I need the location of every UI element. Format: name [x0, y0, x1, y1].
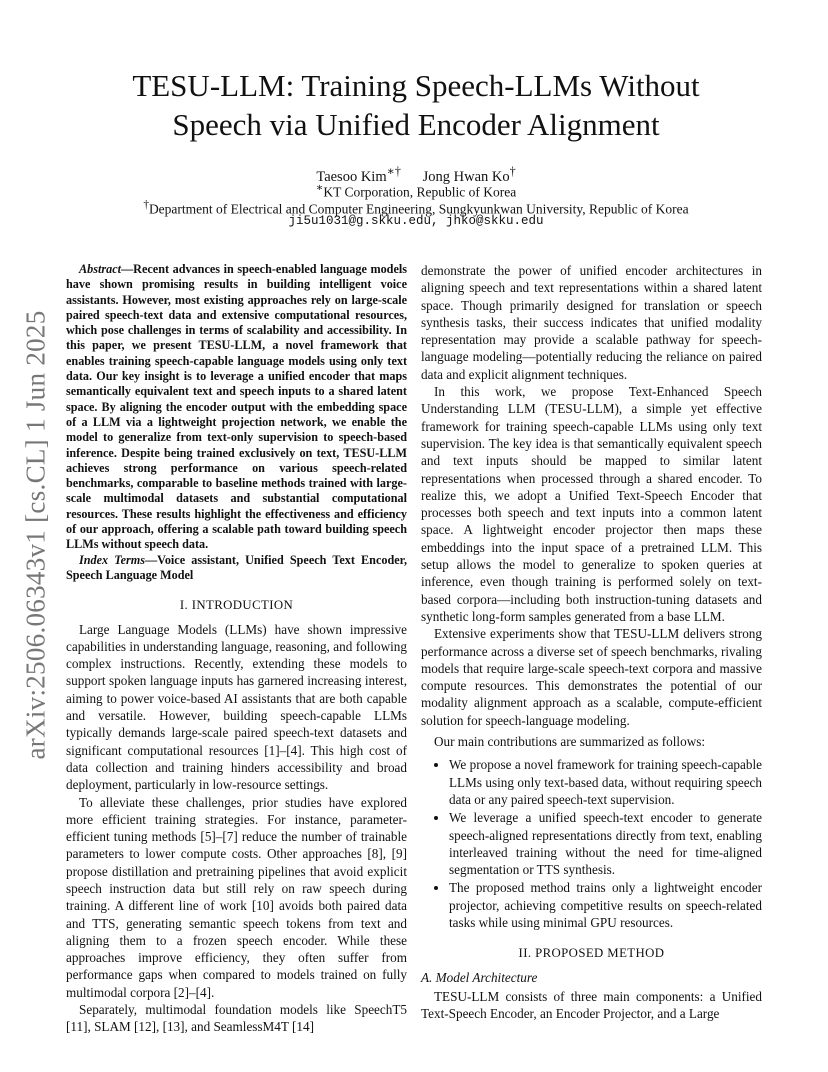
title-line-1: TESU-LLM: Training Speech-LLMs Without: [132, 68, 700, 103]
list-item: • We leverage a unified speech-text encoder to generate speech-aligned representations directly from text, enabling interleaved training without the need for time-aligned segmentation or TTS synthesis.: [449, 809, 762, 878]
arxiv-identifier: arXiv:2506.06343v1 [cs.CL] 1 Jun 2025: [20, 310, 51, 760]
list-item: • The proposed method trains only a lightweight encoder projector, achieving competitive results on speech-related tasks while using minimal GPU resources.: [449, 879, 762, 931]
intro-paragraph-4: In this work, we propose Text-Enhanced Speech Understanding LLM (TESU-LLM), a simple yet effective framework for training speech-capable LLMs using only text supervision. The key idea is that semantically equivalent speech and text inputs should be mapped to similar latent representations when processed through a shared encoder. To realize this, we adopt a Unified Text-Speech Encoder that processes both speech and text inputs into a common latent space. A lightweight encoder projector then maps these embeddings into the input space of a pretrained LLM. This setup allows the model to generalize to spoken queries at inference, even though training is performed solely on text-based corpora—including both instruction-tuning datasets and synthetic long-form samples generated from a base LLM.: [421, 384, 762, 624]
index-terms-label: Index Terms: [79, 552, 145, 567]
intro-paragraph-5: Extensive experiments show that TESU-LLM delivers strong performance across a diverse set of speech benchmarks, rivaling models that require large-scale speech-text corpora and massive compute resources. This demonstrates the potential of our modality alignment approach as a scalable, compute-efficient solution for speech-language modeling.: [421, 626, 762, 728]
affiliation-2: †Department of Electrical and Computer Engineering, Sungkyunkwan University, Republic of Korea: [143, 199, 689, 217]
abstract: [66, 262, 407, 553]
section-heading-proposed-method: II. PROPOSED METHOD: [518, 946, 665, 961]
author-emails: ji5u1031@g.skku.edu, jhko@skku.edu: [288, 214, 544, 228]
abstract-text: —Recent advances in speech-enabled language models have shown promising results in building intelligent voice assistants. However, most existing approaches rely on large-scale paired speech-text data and extensive computational resources, which pose challenges in terms of scalability and accessibility. In this paper, we present TESU-LLM, a novel framework that enables training speech-capable language models using only text data. Our key insight is to leverage a unified encoder that maps semantically equivalent text and speech inputs to a shared latent space. By aligning the encoder output with the embedding space of a LLM via a lightweight projection network, we enable the model to generalize from text-only supervision to speech-based inference. Despite being trained exclusively on text, TESU-LLM achieves strong performance on various speech-related benchmarks, comparable to baseline methods trained with large-scale multimodal datasets and substantial computational resources. These results highlight the effectiveness and efficiency of our approach, offering a scalable path toward building speech LLMs without speech data.: [66, 262, 407, 552]
arxiv-sidebar-stamp: [18, 310, 54, 760]
paper-title: [66, 66, 766, 144]
abstract-label: Abstract: [79, 262, 121, 276]
method-paragraph-1: TESU-LLM consists of three main components: a Unified Text-Speech Encoder, an Encoder Projector, and a Large: [421, 988, 762, 1022]
intro-paragraph-1: Large Language Models (LLMs) have shown impressive capabilities in understanding language, reasoning, and following complex instructions. Recently, extending these models to support spoken language inputs has garnered increasing interest, aiming to power voice-based AI assistants that are both capable and versatile. However, building speech-capable LLMs typically demands large-scale paired speech-text datasets and significant computational resources [1]–[4]. This high cost of data collection and training hinders accessibility and broad deployment, particularly in low-resource settings.: [66, 621, 407, 793]
title-line-2: Speech via Unified Encoder Alignment: [172, 107, 660, 142]
affiliation-1: ∗KT Corporation, Republic of Korea: [315, 182, 517, 200]
list-item: • We propose a novel framework for training speech-capable LLMs using only text-based data, without requiring speech data or any paired speech-text supervision.: [449, 756, 762, 808]
section-heading-introduction: I. INTRODUCTION: [179, 598, 294, 613]
subsection-heading-model-architecture: A. Model Architecture: [421, 969, 538, 985]
index-terms-text: —Voice assistant, Unified Speech Text Encoder, Speech Language Model: [66, 552, 407, 582]
author-1-mark: ∗†: [386, 164, 401, 178]
author-1: Taesoo Kim: [316, 168, 387, 185]
intro-paragraph-3-continued: demonstrate the power of unified encoder architectures in aligning speech and text representations within a shared latent space. Though primarily designed for translation or speech synthesis tasks, their success indicates that unified modality representation may provide a scalable pathway for speech-language modeling—potentially reducing the reliance on paired data and explicit alignment techniques.: [421, 263, 762, 382]
contributions-list: [421, 756, 762, 931]
left-column: [66, 262, 407, 1036]
right-column: [421, 262, 762, 1022]
index-terms: [66, 553, 407, 584]
author-2-mark: †: [509, 164, 516, 178]
contributions-intro: Our main contributions are summarized as follows:: [434, 734, 706, 750]
intro-paragraph-3: Separately, multimodal foundation models like SpeechT5 [11], SLAM [12], [13], and SeamlessM4T [14]: [66, 1002, 407, 1035]
intro-paragraph-2: To alleviate these challenges, prior studies have explored more efficient training strategies. For instance, parameter-efficient tuning methods [5]–[7] reduce the number of trainable parameters to lower compute costs. Other approaches [8], [9] propose distillation and pretraining pipelines that avoid explicit speech instruction data but still rely on raw speech during training. A different line of work [10] avoids both paired data and TTS, generating semantic speech tokens from text and aligning them to a frozen speech encoder. While these approaches improve efficiency, they often suffer from performance gaps when compared to models trained on fully multimodal corpora [2]–[4].: [66, 794, 407, 1000]
author-2: Jong Hwan Ko: [422, 168, 510, 185]
